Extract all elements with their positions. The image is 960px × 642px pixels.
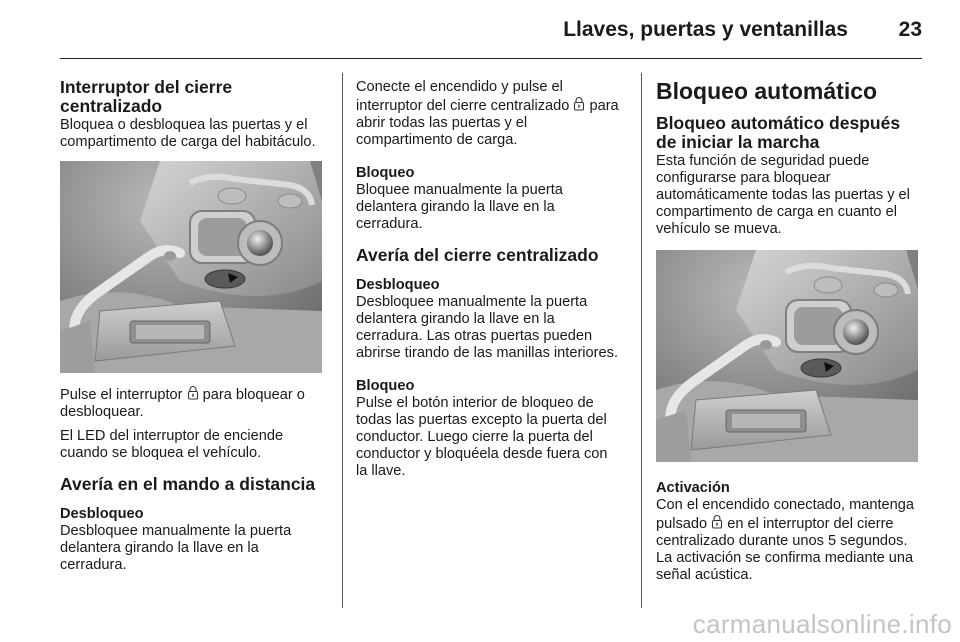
column-divider	[342, 73, 343, 608]
figure-console-image	[60, 161, 322, 373]
text-conecte-b: para abrir todas las puertas y el compartimento de carga.	[356, 98, 619, 148]
paragraph-desbloqueo: Desbloquee manualmente la puerta delantera girando la llave en la cerradura. Las otras puertas pueden abrirse tirando de las manillas interiores.	[356, 294, 618, 361]
text-activacion-b: en el interruptor del cierre centralizado durante unos 5 segundos. La activación se confirma mediante una señal acústica.	[656, 516, 914, 583]
paragraph-funcion: Esta función de seguridad puede configurarse para bloquear automáticamente todas las puertas y el compartimento de carga en cuanto el vehículo se mueva.	[656, 153, 910, 237]
text-pulse-b: para bloquear o desbloquear.	[60, 387, 305, 420]
heading-bloqueo-despues: Bloqueo automático después de iniciar la marcha	[656, 113, 901, 152]
figure-console-image	[656, 250, 918, 462]
heading-bloqueo-automatico: Bloqueo automático	[656, 78, 878, 104]
paragraph-intro: Bloquea o desbloquea las puertas y el compartimento de carga del habitáculo.	[60, 117, 316, 150]
section-title: Llaves, puertas y ventanillas	[563, 18, 848, 41]
heading-averia-mando: Avería en el mando a distancia	[60, 474, 316, 494]
paragraph-bloqueo: Pulse el botón interior de bloqueo de todas las puertas excepto la puerta del conductor. Luego cierre la puerta del conductor y bloquéela desde fuera con la llave.	[356, 395, 608, 479]
heading-averia-cierre: Avería del cierre centralizado	[356, 245, 599, 265]
heading-desbloqueo: Desbloqueo	[60, 506, 144, 522]
column-divider	[641, 73, 642, 608]
paragraph-bloqueo: Bloquee manualmente la puerta delantera girando la llave en la cerradura.	[356, 182, 563, 232]
text-activacion-a: Con el encendido conectado, mantenga pulsado	[656, 497, 915, 532]
heading-interruptor: Interruptor del cierre centralizado	[60, 77, 233, 116]
column-3	[656, 78, 922, 591]
paragraph-activacion	[656, 497, 922, 584]
column-1	[60, 78, 326, 581]
column-2	[356, 79, 622, 487]
heading-bloqueo: Bloqueo	[356, 378, 415, 394]
lock-icon	[711, 514, 723, 529]
page-header	[60, 0, 922, 60]
paragraph-pulse	[60, 385, 326, 421]
paragraph-conecte	[356, 79, 622, 149]
paragraph-led: El LED del interruptor de enciende cuando se bloquea el vehículo.	[60, 428, 284, 461]
heading-desbloqueo: Desbloqueo	[356, 277, 440, 293]
lock-icon	[187, 385, 199, 400]
heading-activacion: Activación	[656, 480, 730, 496]
watermark: carmanualsonline.info	[692, 609, 952, 639]
lock-icon	[573, 96, 585, 111]
header-divider	[60, 58, 922, 59]
paragraph-desbloqueo: Desbloquee manualmente la puerta delantera girando la llave en la cerradura.	[60, 523, 292, 573]
heading-bloqueo: Bloqueo	[356, 165, 415, 181]
text-pulse-a: Pulse el interruptor	[60, 387, 183, 403]
page-number: 23	[898, 18, 922, 41]
text-conecte-a: Conecte el encendido y pulse el interruptor del cierre centralizado	[356, 79, 570, 114]
